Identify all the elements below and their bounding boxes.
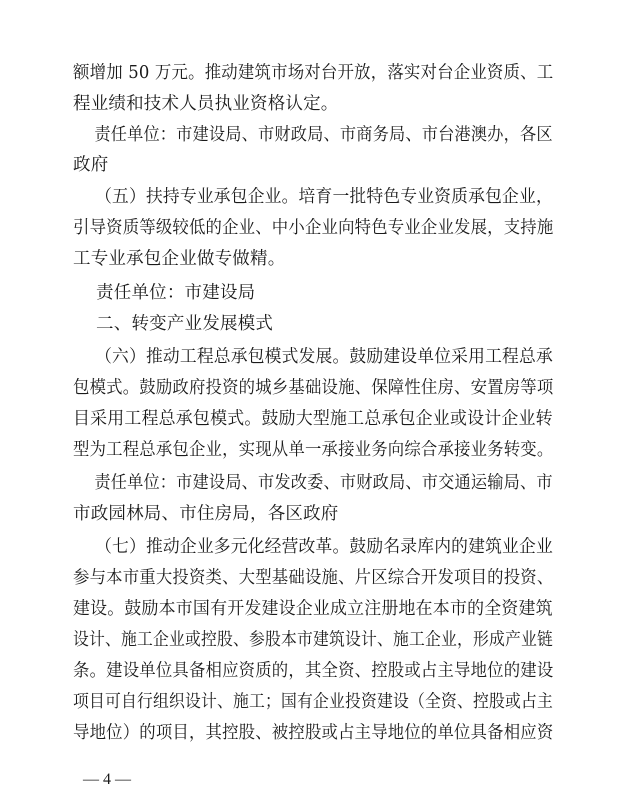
text-line-19: 设计、施工企业或控股、参股本市建筑设计、施工企业，形成产业链 — [73, 630, 554, 650]
text-line-16: （七）推动企业多元化经营改革。鼓励名录库内的建筑业企业 — [73, 537, 553, 557]
text-line-22: 导地位）的项目，其控股、被控股或占主导地位的单位具备相应资 — [73, 723, 554, 743]
text-line-14: 责任单位：市建设局、市发改委、市财政局、市交通运输局、市 — [73, 473, 553, 493]
text-line-9: 二、转变产业发展模式 — [73, 314, 274, 334]
page-number: — 4 — — [83, 771, 131, 788]
text-line-8: 责任单位：市建设局 — [73, 283, 256, 303]
text-line-10: （六）推动工程总承包模式发展。鼓励建设单位采用工程总承 — [73, 347, 553, 367]
text-line-2: 程业绩和技术人员执业资格认定。 — [73, 94, 339, 114]
text-line-15: 市政园林局、市住房局，各区政府 — [73, 504, 339, 524]
text-line-5: （五）扶持专业承包企业。培育一批特色专业资质承包企业， — [73, 187, 553, 207]
text-line-21: 项目可自行组织设计、施工；国有企业投资建设（全资、控股或占主 — [73, 692, 554, 712]
text-line-11: 包模式。鼓励政府投资的城乡基础设施、保障性住房、安置房等项 — [73, 378, 554, 398]
text-line-17: 参与本市重大投资类、大型基础设施、片区综合开发项目的投资、 — [73, 568, 554, 588]
text-line-7: 工专业承包企业做专做精。 — [73, 249, 286, 269]
text-line-3: 责任单位：市建设局、市财政局、市商务局、市台港澳办，各区 — [73, 125, 553, 145]
text-line-4: 政府 — [73, 155, 109, 175]
text-line-20: 条。建设单位具备相应资质的，其全资、控股或占主导地位的建设 — [73, 661, 554, 681]
text-line-1: 额增加 50 万元。推动建筑市场对台开放，落实对台企业资质、工 — [73, 63, 554, 83]
text-line-13: 型为工程总承包企业，实现从单一承接业务向综合承接业务转变。 — [73, 440, 554, 460]
text-line-18: 建设。鼓励本市国有开发建设企业成立注册地在本市的全资建筑 — [73, 599, 553, 619]
text-line-12: 目采用工程总承包模式。鼓励大型施工总承包企业或设计企业转 — [73, 409, 553, 429]
text-line-6: 引导资质等级较低的企业、中小企业向特色专业企业发展，支持施 — [73, 218, 554, 238]
